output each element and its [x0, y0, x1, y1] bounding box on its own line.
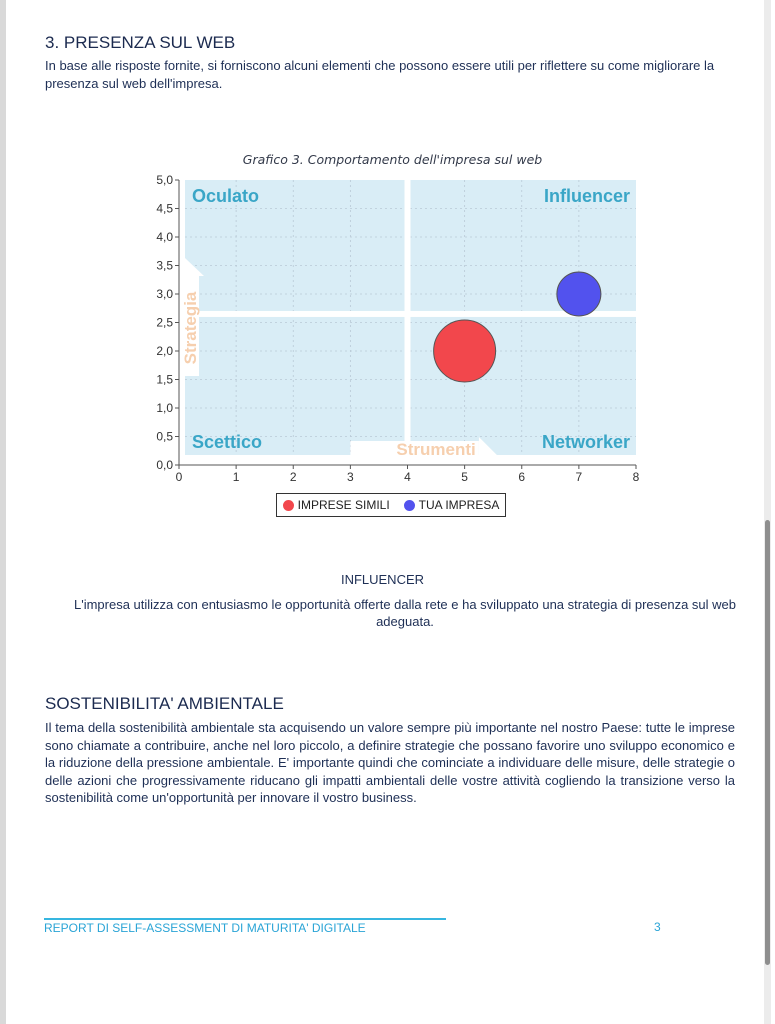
quadrant-label-bottom-right: Networker: [541, 432, 630, 452]
y-tick-label: 0,5: [156, 429, 173, 444]
chart-legend: [276, 493, 506, 517]
y-tick-label: 2,5: [156, 315, 173, 330]
legend-label-imprese-simili: IMPRESE SIMILI: [297, 498, 390, 512]
footer-divider: [44, 918, 446, 920]
y-tick-label: 0,0: [156, 458, 173, 472]
y-tick-label: 1,0: [156, 401, 173, 415]
footer-page-number: 3: [654, 920, 661, 934]
chart-title: Grafico 3. Comportamento dell'impresa sul web: [242, 152, 543, 167]
result-title: INFLUENCER: [340, 572, 425, 587]
quadrant-label-bottom-left: Scettico: [192, 432, 263, 452]
x-tick-label: 2: [289, 470, 297, 484]
x-tick-label: 8: [632, 470, 640, 484]
quadrant-label-top-right: Influencer: [543, 186, 630, 206]
data-point-imprese-simili: [434, 320, 496, 382]
result-description: L'impresa utilizza con entusiasmo le opportunità offerte dalla rete e ha sviluppato una strategia di presenza sul web adeguata.: [73, 597, 737, 629]
scrollbar-thumb[interactable]: [765, 520, 770, 965]
sostenibilita-title: SOSTENIBILITA' AMBIENTALE: [45, 694, 284, 713]
section-intro: In base alle risposte fornite, si forniscono alcuni elementi che possono essere utili per riflettere su come migliorare la presenza sul web dell'impresa.: [45, 58, 715, 91]
divider-vertical: [405, 180, 411, 455]
legend-label-tua-impresa: TUA IMPRESA: [418, 498, 500, 512]
x-tick-labels: [176, 465, 640, 484]
legend-swatch-tua-impresa: [404, 500, 415, 511]
x-tick-label: 4: [404, 470, 411, 484]
legend-item-imprese-simili: [283, 498, 390, 512]
x-tick-label: 0: [175, 470, 183, 484]
x-tick-label: 7: [575, 470, 583, 484]
y-tick-label: 5,0: [156, 173, 173, 187]
section-title: 3. PRESENZA SUL WEB: [45, 33, 236, 52]
quadrant-label-top-left: Oculato: [192, 186, 260, 206]
x-tick-label: 5: [461, 470, 468, 484]
y-tick-label: 4,0: [156, 230, 173, 244]
y-tick-label: 3,5: [156, 258, 173, 273]
y-tick-labels: [156, 173, 179, 472]
x-axis-title: Strumenti: [396, 440, 476, 459]
footer-report-title: REPORT DI SELF-ASSESSMENT DI MATURITA' DIGITALE: [44, 921, 366, 935]
x-tick-label: 6: [518, 470, 526, 484]
y-tick-label: 2,0: [156, 344, 173, 358]
sostenibilita-body: Il tema della sostenibilità ambientale sta acquisendo un valore sempre più importante nel nostro Paese: tutte le imprese sono chiamate a contribuire, anche nel loro piccolo, a definire strategie che possano favorire uno sviluppo economico e la riduzione della pressione ambientale. E' importante quindi che cominciate a individuare delle misure, delle strategie o delle azioni che progressivamente riducano gli impatti ambientali delle vostre attività cogliendo la transizione verso la sostenibilità come un'opportunità per innovare il vostro business.: [45, 720, 735, 805]
data-point-tua-impresa: [557, 272, 601, 316]
y-axis-title: Strategia: [181, 291, 200, 365]
x-tick-label: 3: [347, 470, 354, 484]
y-tick-label: 4,5: [156, 201, 173, 216]
y-tick-label: 3,0: [156, 287, 173, 301]
legend-swatch-imprese-simili: [283, 500, 294, 511]
legend-item-tua-impresa: [404, 498, 500, 512]
x-tick-label: 1: [232, 470, 240, 484]
y-tick-label: 1,5: [156, 372, 173, 387]
